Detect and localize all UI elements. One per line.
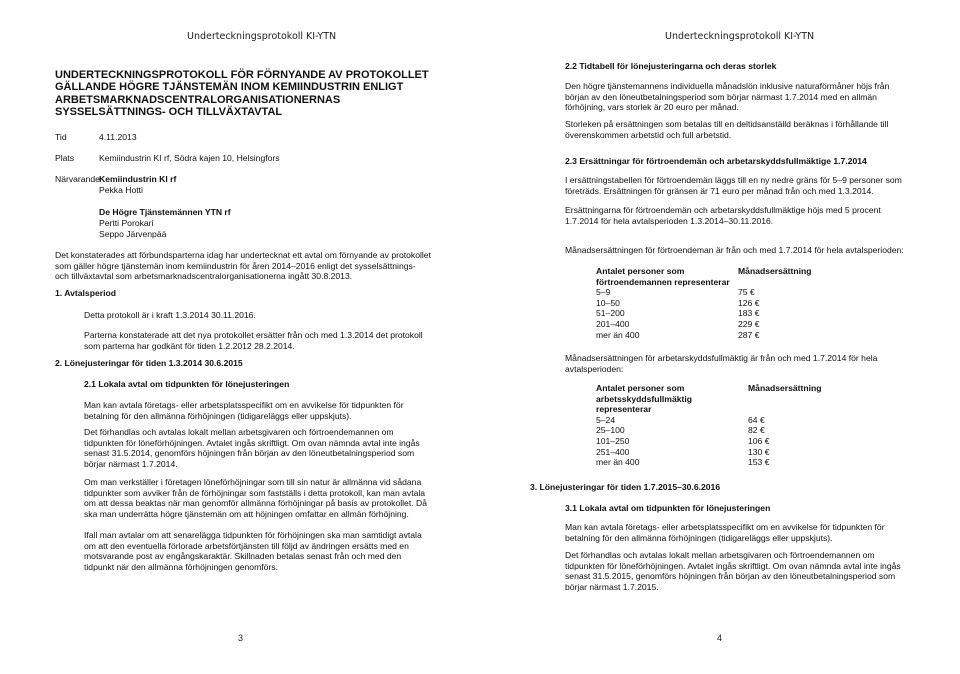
org1-name: Kemiindustrin KI rf xyxy=(99,174,177,184)
time-label: Tid xyxy=(55,132,67,142)
ftm-intro: Månadsersättningen för förtroendeman är från och med 1.7.2014 för hela avtalsperioden: xyxy=(565,245,904,255)
table-cell: 201–400 xyxy=(596,318,630,329)
text-line: I ersättningstabellen för förtroendemän läggs till en ny nedre gräns för 5–9 personer som xyxy=(565,175,902,185)
table-row xyxy=(596,447,822,458)
place-label: Plats xyxy=(55,153,75,163)
section-2-2-heading: 2.2 Tidtabell för lönejusteringarna och deras storlek xyxy=(565,61,777,71)
section-2-1-paragraph-3 xyxy=(84,477,469,519)
text-line: om att den eventuella förlorade arbetsförtjänsten till följd av ändringen ersätts med en xyxy=(84,540,409,551)
text-line: senast 31.5.2015, genomförs höjningen från början av den löneutbetalningsperiod som xyxy=(565,571,896,582)
title-line: UNDERTECKNINGSPROTOKOLL FÖR FÖRNYANDE AV PROTOKOLLET xyxy=(55,69,429,81)
text-line: Man kan avtala företags- eller arbetsplatsspecifikt om en avvikelse för tidpunkten för xyxy=(84,400,404,410)
section-2-3-paragraph-2 xyxy=(565,205,940,226)
table-row xyxy=(596,298,812,309)
table-header-compensation: Månadsersättning xyxy=(738,266,812,276)
place-value: Kemiindustrin KI rf, Södra kajen 10, Helsingfors xyxy=(99,153,280,163)
table-cell: 251–400 xyxy=(596,446,630,457)
org2-person-1: Pertti Porokari xyxy=(99,218,154,228)
table-cell: 130 € xyxy=(748,446,770,457)
text-line: avtalsperioden: xyxy=(565,363,624,374)
table-cell: 126 € xyxy=(738,297,760,308)
section-3-1-paragraph-2 xyxy=(565,550,945,592)
table-cell: 10–50 xyxy=(596,297,620,308)
table-cell: 106 € xyxy=(748,435,770,446)
page-number-left: 3 xyxy=(238,633,244,643)
section-2-1-heading: 2.1 Lokala avtal om tidpunkten för lönejusteringen xyxy=(84,379,290,389)
table-cell: 51–200 xyxy=(596,308,625,319)
text-line: Den högre tjänstemannens individuella månadslön inklusive naturaförmåner höjs från xyxy=(565,81,890,91)
table-header-compensation: Månadsersättning xyxy=(748,383,822,393)
text-line: betalning för den allmänna förhöjningen (tidigareläggs eller uppskjuts). xyxy=(565,532,833,543)
table-row xyxy=(596,436,822,447)
text-line: tidpunkten för löneförhöjningen. Avtalet ingås skriftligt. Om ovan nämnda avtal inte ingås xyxy=(84,437,420,448)
text-line: överenskommen arbetstid och full arbetstid. xyxy=(565,129,732,140)
intro-paragraph xyxy=(55,250,465,282)
text-line: senast 31.5.2014, genomförs höjningen från början av den löneutbetalningsperiod som xyxy=(84,448,415,459)
table-cell: 75 € xyxy=(738,287,755,298)
table-header-row xyxy=(596,383,822,415)
as-compensation-table xyxy=(596,383,822,468)
table-cell: 287 € xyxy=(738,329,760,340)
as-intro xyxy=(565,353,945,374)
text-line: tidpunkter som avviker från de förhöjningar som fastställs i detta protokoll, kan man avtala xyxy=(84,487,426,498)
org2-name: De Högre Tjänstemännen YTN rf xyxy=(99,207,231,217)
section-2-heading: 2. Lönejusteringar för tiden 1.3.2014 30.6.2015 xyxy=(55,358,243,368)
text-line: Man kan avtala företags- eller arbetsplatsspecifikt om en avvikelse för tidpunkten för xyxy=(565,522,885,532)
title-line: SYSSELSÄTTNINGS- OCH TILLVÄXTAVTAL xyxy=(55,106,283,119)
table-header-persons: Antalet personer som förtroendemannen representerar xyxy=(596,266,730,287)
table-row xyxy=(596,330,812,341)
page-number-right: 4 xyxy=(717,633,723,643)
text-line: börjar närmast 1.7.2014. xyxy=(84,458,178,469)
section-1-paragraph-2 xyxy=(84,330,464,351)
table-cell: 101–250 xyxy=(596,435,630,446)
text-line: ska man underrätta högre tjänstemän om att höjningen omfattar en allmän förhöjning. xyxy=(84,508,409,519)
section-2-2-paragraph-1 xyxy=(565,81,940,113)
section-3-1-paragraph-1 xyxy=(565,522,945,543)
table-header-row xyxy=(596,266,812,287)
text-line: betalning för den allmänna förhöjningen (tidigareläggs eller uppskjuts). xyxy=(84,410,352,421)
table-row xyxy=(596,287,812,298)
org1-person: Pekka Hotti xyxy=(99,185,143,195)
text-line: Ersättningarna för förtroendemän och arbetarskyddsfullmäktige höjs med 5 procent xyxy=(565,205,881,215)
title-line: GÄLLANDE HÖGRE TJÄNSTEMÄN INOM KEMIINDUSTRIN ENLIGT xyxy=(55,81,404,94)
ftm-compensation-table xyxy=(596,266,812,340)
table-row xyxy=(596,319,812,330)
present-label: Närvarande xyxy=(55,174,100,184)
table-header-persons: Antalet personer som arbetsskyddsfullmäktig representerar xyxy=(596,383,692,415)
section-2-2-paragraph-2 xyxy=(565,119,940,140)
table-cell: 82 € xyxy=(748,425,765,436)
table-cell: 5–9 xyxy=(596,287,611,298)
section-2-1-paragraph-2 xyxy=(84,427,469,469)
time-value: 4.11.2013 xyxy=(99,132,137,142)
section-1-heading: 1. Avtalsperiod xyxy=(55,288,116,298)
text-line: som gäller högre tjänstemän inom kemiindustrin för åren 2014–2016 enligt det sysselsättnings- xyxy=(55,260,416,271)
table-cell: mer än 400 xyxy=(596,329,640,340)
text-line: och tillväxtavtal som arbetsmarknadscentralorganisationerna ingått 30.8.2013. xyxy=(55,271,353,282)
table-row xyxy=(596,425,822,436)
text-line: som parterna har godkänt för tiden 1.2.2012 28.2.2014. xyxy=(84,340,295,351)
text-line: Storleken på ersättningen som betalas till en deltidsanställd beräknas i förhållande till xyxy=(565,119,889,129)
text-line: förhöjning, vars storlek är 20 euro per månad. xyxy=(565,102,739,113)
section-3-1-heading: 3.1 Lokala avtal om tidpunkten för lönejusteringen xyxy=(565,503,771,513)
section-2-3-paragraph-1 xyxy=(565,175,940,196)
table-row xyxy=(596,457,822,468)
table-cell: mer än 400 xyxy=(596,457,640,468)
text-line: om att dessa beaktas när man genomför allmänna förhöjningar på basis av protokollet. Då xyxy=(84,498,427,509)
text-line: tidpunkten för löneförhöjningen. Avtalet ingås skriftligt. Om ovan nämnda avtal inte ingås xyxy=(565,560,901,571)
text-line: motsvarande post av engångskaraktär. Skillnaden betalas senast från och med den xyxy=(84,551,402,562)
text-line: början av den löneutbetalningsperiod som börjar närmast 1.7.2014 med en allmän xyxy=(565,91,877,102)
text-line: Det konstaterades att förbundsparterna idag har undertecknat ett avtal om förnyande av protokollet xyxy=(55,250,431,260)
section-2-1-paragraph-1 xyxy=(84,400,469,421)
table-row xyxy=(596,308,812,319)
text-line: Om man verkställer i företagen löneförhöjningar som till sin natur är allmänna vid sådana xyxy=(84,477,422,487)
running-header-right: Underteckningsprotokoll KI-YTN xyxy=(665,31,815,42)
table-cell: 64 € xyxy=(748,414,765,425)
text-line: Det förhandlas och avtalas lokalt mellan arbetsgivaren och förtroendemannen om xyxy=(84,427,394,437)
section-1-paragraph-1: Detta protokoll är i kraft 1.3.2014 30.11.2016. xyxy=(84,310,256,320)
table-cell: 229 € xyxy=(738,318,760,329)
text-line: Det förhandlas och avtalas lokalt mellan arbetsgivaren och förtroendemannen om xyxy=(565,550,875,560)
text-line: Månadsersättningen för arbetarskyddsfullmäktig är från och med 1.7.2014 för hela xyxy=(565,353,878,363)
text-line: börjar närmast 1.7.2015. xyxy=(565,581,659,592)
text-line: tidpunkt när den allmänna förhöjningen genomförs. xyxy=(84,561,278,572)
section-2-3-heading: 2.3 Ersättningar för förtroendemän och arbetarskyddsfullmäktige 1.7.2014 xyxy=(565,156,867,166)
table-cell: 183 € xyxy=(738,308,760,319)
document-title xyxy=(55,69,455,119)
running-header-left: Underteckningsprotokoll KI-YTN xyxy=(187,31,337,42)
title-line: ARBETSMARKNADSCENTRALORGANISATIONERNAS xyxy=(55,93,341,106)
table-cell: 25–100 xyxy=(596,425,625,436)
text-line: Parterna konstaterade att det nya protokollet ersätter från och med 1.3.2014 det protokoll xyxy=(84,330,423,340)
text-line: 1.7.2014 för hela avtalsperioden 1.3.2014–30.11.2016. xyxy=(565,215,774,226)
section-3-heading: 3. Lönejusteringar för tiden 1.7.2015–30.6.2016 xyxy=(530,482,721,492)
table-row xyxy=(596,415,822,426)
section-2-1-paragraph-4 xyxy=(84,530,469,572)
right-page xyxy=(480,0,960,674)
text-line: företräds. Ersättningen för gränsen är 71 euro per månad från och med 1.3.2014. xyxy=(565,185,874,196)
table-cell: 153 € xyxy=(748,457,770,468)
text-line: Ifall man avtalar om att senarelägga tidpunkten för förhöjningen ska man samtidigt avtala xyxy=(84,530,422,540)
table-cell: 5–24 xyxy=(596,414,616,425)
org2-person-2: Seppo Järvenpää xyxy=(99,229,167,239)
